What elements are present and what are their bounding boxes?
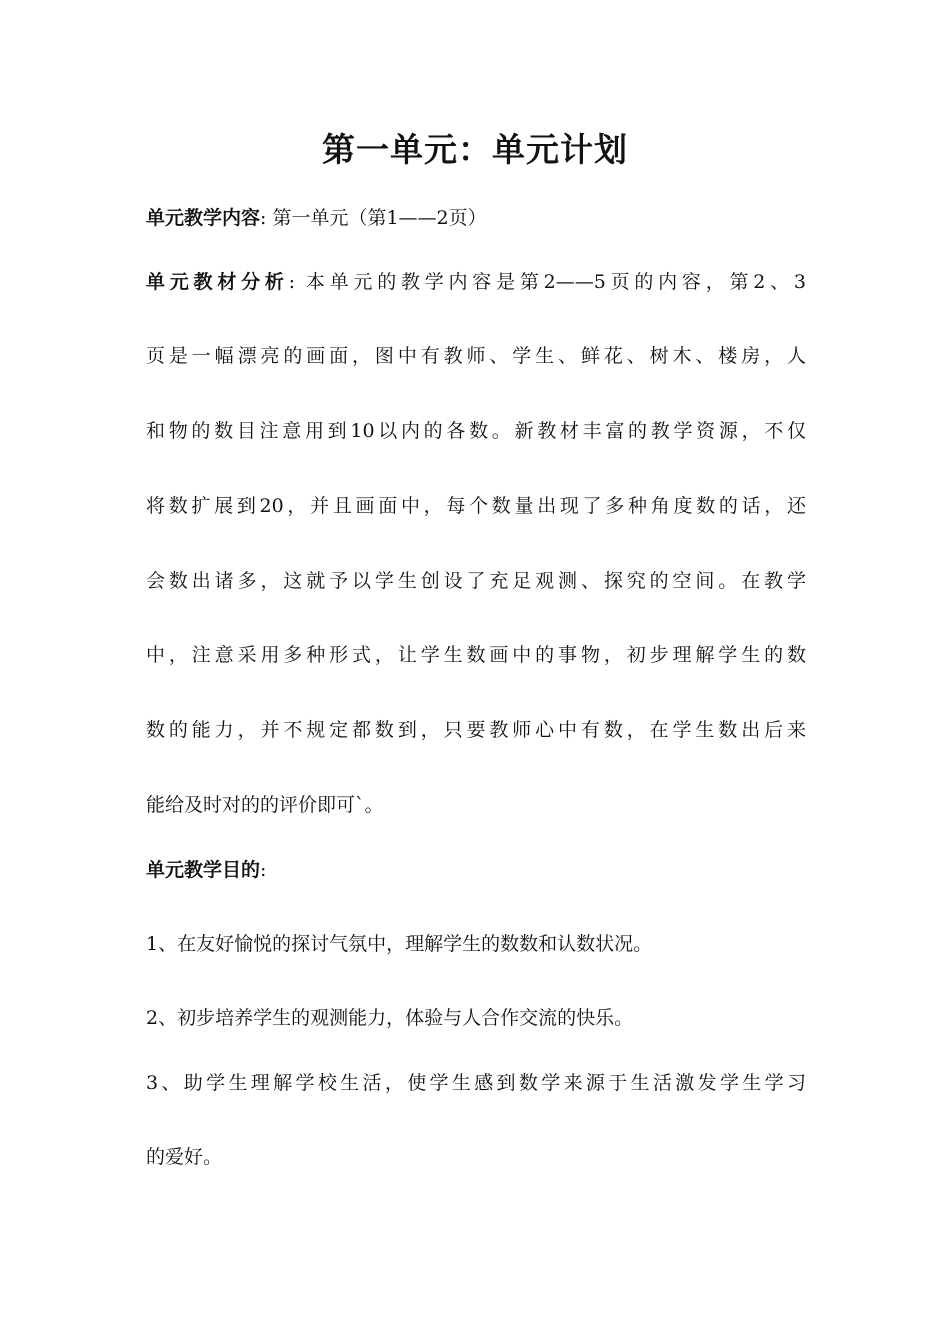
analysis-text-start: 本单元的教学内容是第2——5页的内容，第2、3 — [295, 271, 806, 293]
analysis-label: 单元教材分析 — [146, 271, 289, 293]
analysis-line: 和物的数目注意用到10以内的各数。新教材丰富的教学资源，不仅 — [146, 420, 806, 442]
content-label: 单元教学内容 — [146, 207, 261, 229]
page-title: 第一单元：单元计划 — [322, 130, 628, 169]
analysis-line: 数的能力，并不规定都数到，只要教师心中有数，在学生数出后来 — [146, 719, 806, 741]
analysis-first-line — [146, 267, 806, 297]
content-paragraph — [146, 203, 806, 233]
goal-item: 3、助学生理解学校生活，使学生感到数学来源于生活激发学生学习 — [146, 1072, 806, 1094]
analysis-line: 将数扩展到20，并且画面中，每个数量出现了多种角度数的话，还 — [146, 495, 806, 517]
analysis-line: 会数出诸多，这就予以学生创设了充足观测、探究的空间。在教学 — [146, 570, 806, 592]
goal-item: 2、初步培养学生的观测能力，体验与人合作交流的快乐。 — [146, 1007, 634, 1029]
goal-item-continuation: 的爱好。 — [146, 1146, 223, 1168]
analysis-colon: : — [288, 271, 296, 293]
analysis-line: 能给及时对的的评价即可`。 — [146, 794, 384, 816]
analysis-line: 中，注意采用多种形式，让学生数画中的事物，初步理解学生的数 — [146, 644, 806, 666]
goals-heading — [146, 855, 806, 885]
goals-label: 单元教学目的 — [146, 859, 261, 881]
content-colon: : — [260, 207, 267, 229]
goals-colon: : — [260, 859, 267, 881]
goal-item: 1、在友好愉悦的探讨气氛中，理解学生的数数和认数状况。 — [146, 933, 653, 955]
content-text: 第一单元（第1——2页） — [266, 207, 487, 229]
analysis-line: 页是一幅漂亮的画面，图中有教师、学生、鲜花、树木、楼房，人 — [146, 345, 806, 367]
